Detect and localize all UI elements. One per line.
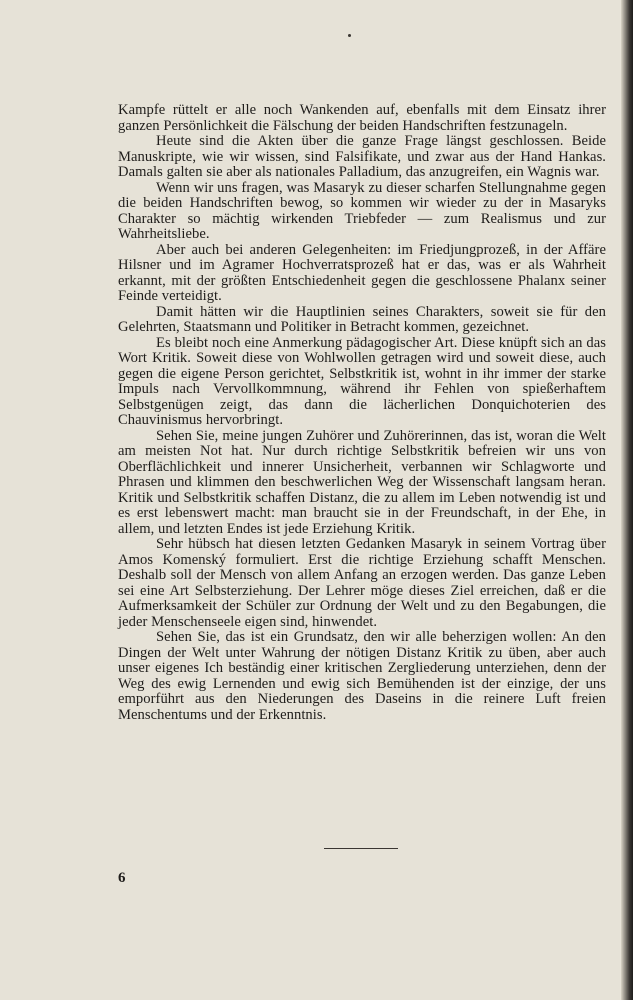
paragraph: Wenn wir uns fragen, was Masaryk zu dieser scharfen Stellungnahme gegen die beiden Handschriften bewog, so kommen wir wieder zu der in Masaryks Charakter so mächtig wirkenden Triebfeder — zum Realismus und zur Wahrheitsliebe. <box>118 179 606 242</box>
paragraph: Sehr hübsch hat diesen letzten Gedanken Masaryk in seinem Vortrag über Amos Komenský formuliert. Erst die richtige Erziehung schafft Menschen. Deshalb soll der Mensch von allem Anfang an erzogen werden. Das ganze Leben sei eine Art Selbsterziehung. Der Lehrer möge dieses Ziel erreichen, daß er die Aufmerksamkeit der Schüler zur Ordnung der Welt und zu den Begabungen, die jeder Menschenseele eigen sind, hinwendet. <box>118 536 606 630</box>
paragraph: Damit hätten wir die Hauptlinien seines Charakters, soweit sie für den Gelehrten, Staatsmann und Politiker in Betracht kommen, gezeichnet. <box>118 303 606 335</box>
paragraph: Sehen Sie, meine jungen Zuhörer und Zuhörerinnen, das ist, woran die Welt am meisten Not hat. Nur durch richtige Selbstkritik befreien wir uns von Oberflächlichkeit und innerer Unsicherheit, verbannen wir Schlagworte und Phrasen und klimmen den beschwerlichen Weg der Wissenschaft langsam heran. Kritik und Selbstkritik schaffen Distanz, die zu allem im Leben notwendig ist und es erst lebenswert macht: man braucht sie in der Freundschaft, in der Ehe, in allem, und letzten Endes ist jede Erziehung Kritik. <box>118 427 606 537</box>
paragraph: Sehen Sie, das ist ein Grundsatz, den wir alle beherzigen wollen: An den Dingen der Welt unter Wahrung der nötigen Distanz Kritik zu üben, aber auch unser eigenes Ich beständig einer kritischen Zergliederung unterziehen, denn der Weg des ewig Lernenden und ewig sich Bemühenden ist der einzige, der uns emporführt aus den Niederungen des Daseins in die reinere Luft freien Menschentums und der Erkenntnis. <box>118 629 606 723</box>
paragraph: Es bleibt noch eine Anmerkung pädagogischer Art. Diese knüpft sich an das Wort Kritik. Soweit diese von Wohlwollen getragen wird und soweit diese, auch gegen die eigene Person gerichtet, Selbstkritik ist, wohnt in ihr immer der starke Impuls nach Vervollkommnung, während ihr Fehlen von spießerhaftem Selbstgenügen zeigt, das dann die lächerlichen Donquichoterien des Chauvinismus hervorbringt. <box>118 334 606 428</box>
paragraph: Kampfe rüttelt er alle noch Wankenden auf, ebenfalls mit dem Einsatz ihrer ganzen Persönlichkeit die Fälschung der beiden Handschriften festzunageln. <box>118 102 606 134</box>
paragraph: Aber auch bei anderen Gelegenheiten: im Friedjungprozeß, in der Affäre Hilsner und im Agramer Hochverratsprozeß hat er das, was er als Wahrheit erkannt, mit der größten Entschiedenheit gegen die geschlossene Phalanx seiner Feinde verteidigt. <box>118 241 606 304</box>
page-number: 6 <box>118 870 126 886</box>
page-edge-shadow <box>621 0 633 1000</box>
paragraph: Heute sind die Akten über die ganze Frage längst geschlossen. Beide Manuskripte, wie wir wissen, sind Falsifikate, und zwar aus der Hand Hankas. Damals galten sie aber als nationales Palladium, das anzugreifen, ein Wagnis war. <box>118 133 606 180</box>
body-text <box>118 103 606 723</box>
section-end-rule <box>324 848 398 849</box>
top-ink-dot <box>348 34 351 37</box>
